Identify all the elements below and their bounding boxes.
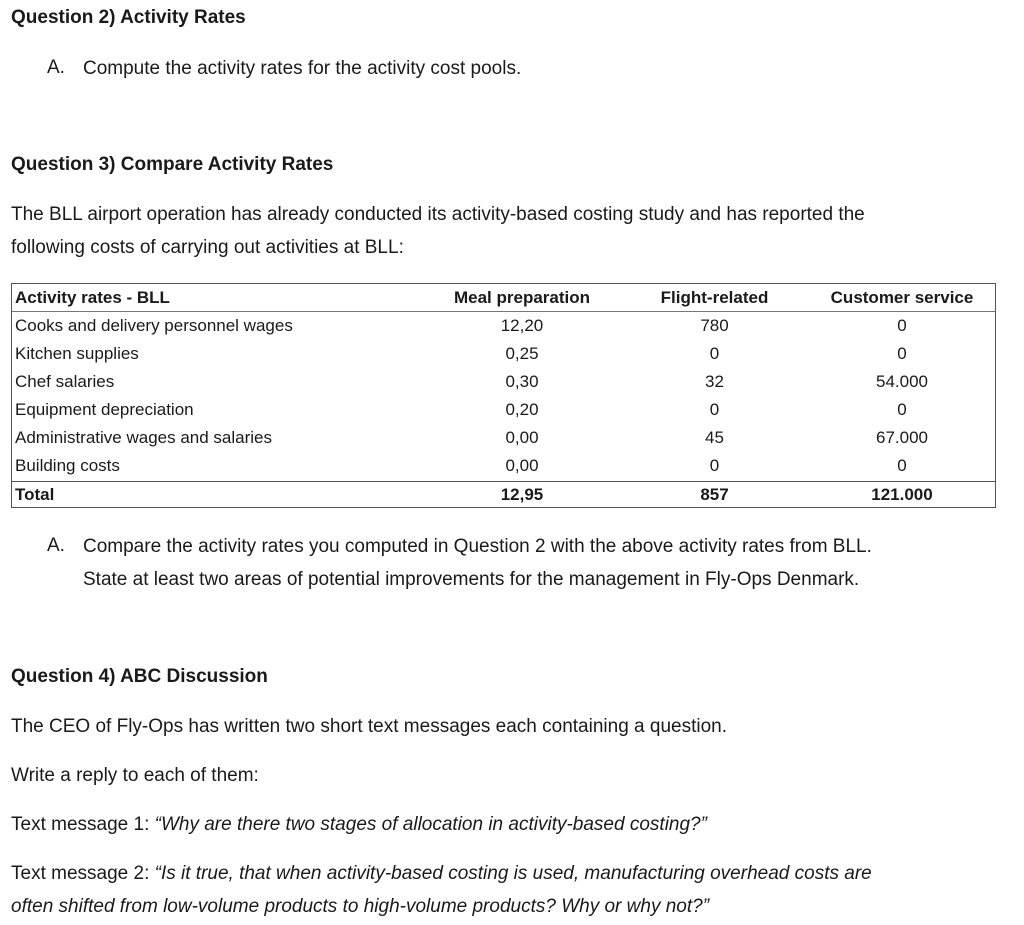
q3-intro-line2: following costs of carrying out activities at BLL: bbox=[11, 237, 404, 258]
row-label: Chef salaries bbox=[15, 372, 115, 391]
table-row bbox=[12, 340, 995, 368]
msg2-text-line2: often shifted from low-volume products to high-volume products? Why or why not?” bbox=[11, 896, 710, 917]
flight-value: 45 bbox=[705, 428, 724, 447]
flight-value: 0 bbox=[709, 344, 720, 363]
table-header-row bbox=[12, 284, 995, 312]
meal-value: 0,00 bbox=[505, 428, 539, 447]
q2-heading: Question 2) Activity Rates bbox=[11, 7, 246, 28]
table-row bbox=[12, 312, 995, 340]
q2-item-text: Compute the activity rates for the activity cost pools. bbox=[83, 58, 522, 79]
row-label: Building costs bbox=[15, 456, 120, 475]
flight-value: 0 bbox=[709, 456, 720, 475]
row-label: Equipment depreciation bbox=[15, 400, 194, 419]
q4-line2: Write a reply to each of them: bbox=[11, 765, 259, 786]
table-total-row bbox=[12, 481, 995, 509]
table-header-customer: Customer service bbox=[830, 288, 974, 307]
q4-line1: The CEO of Fly-Ops has written two short text messages each containing a question. bbox=[11, 716, 728, 737]
total-flight: 857 bbox=[700, 485, 729, 504]
meal-value: 0,20 bbox=[505, 400, 539, 419]
customer-value: 0 bbox=[897, 344, 907, 363]
row-label: Cooks and delivery personnel wages bbox=[15, 316, 293, 335]
customer-value: 0 bbox=[897, 316, 907, 335]
table-header-activity: Activity rates - BLL bbox=[15, 288, 170, 307]
q3-heading: Question 3) Compare Activity Rates bbox=[11, 154, 334, 175]
q3-item-line1: Compare the activity rates you computed in Question 2 with the above activity rates from BLL. bbox=[83, 536, 872, 557]
table-row bbox=[12, 452, 995, 480]
meal-value: 0,30 bbox=[505, 372, 539, 391]
customer-value: 67.000 bbox=[876, 428, 928, 447]
table-header-meal: Meal preparation bbox=[453, 288, 591, 307]
meal-value: 0,00 bbox=[505, 456, 539, 475]
table-header-flight: Flight-related bbox=[660, 288, 769, 307]
flight-value: 32 bbox=[705, 372, 724, 391]
total-meal: 12,95 bbox=[500, 485, 544, 504]
customer-value: 54.000 bbox=[876, 372, 928, 391]
row-label: Administrative wages and salaries bbox=[15, 428, 273, 447]
table-row bbox=[12, 396, 995, 424]
meal-value: 0,25 bbox=[505, 344, 539, 363]
flight-value: 0 bbox=[709, 400, 720, 419]
flight-value: 780 bbox=[700, 316, 729, 335]
row-label: Kitchen supplies bbox=[15, 344, 139, 363]
msg1-text: “Why are there two stages of allocation in activity-based costing?” bbox=[154, 814, 707, 835]
q3-item-letter: A. bbox=[47, 535, 65, 556]
customer-value: 0 bbox=[897, 400, 907, 419]
customer-value: 0 bbox=[897, 456, 907, 475]
table-row bbox=[12, 368, 995, 396]
text-message-1 bbox=[11, 808, 707, 841]
msg2-text-line1: “Is it true, that when activity-based costing is used, manufacturing overhead costs are bbox=[154, 863, 872, 884]
q4-heading: Question 4) ABC Discussion bbox=[11, 666, 268, 687]
meal-value: 12,20 bbox=[500, 316, 544, 335]
q2-item-letter: A. bbox=[47, 57, 65, 78]
text-message-2 bbox=[11, 857, 872, 890]
msg1-label: Text message 1: bbox=[11, 814, 155, 835]
table-row bbox=[12, 424, 995, 452]
q3-item-line2: State at least two areas of potential improvements for the management in Fly-Ops Denmark. bbox=[83, 569, 860, 590]
q3-intro-line1: The BLL airport operation has already conducted its activity-based costing study and has reported the bbox=[11, 204, 865, 225]
msg2-label: Text message 2: bbox=[11, 863, 155, 884]
activity-rates-table bbox=[11, 283, 996, 508]
total-customer: 121.000 bbox=[871, 485, 933, 504]
total-label: Total bbox=[15, 485, 55, 504]
